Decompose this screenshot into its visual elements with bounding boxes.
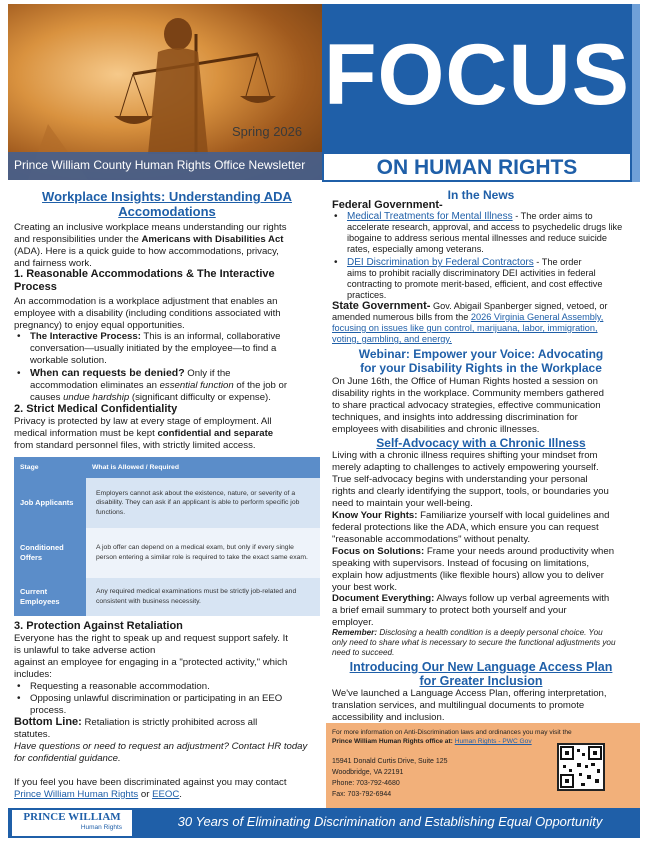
pwc-human-rights-link[interactable]: Prince William Human Rights (14, 788, 139, 800)
table-cell-text: Employers cannot ask about the existence, nature, or severity of a disability. They can ask if an applicant is able to perform specific job functions. (86, 478, 320, 528)
table-header-row (14, 457, 320, 478)
section-2-paragraph: Privacy is protected by law at every stage of employment. All medical information must be kept confidential and separate from standard personnel files, with strictly limited access. (14, 416, 274, 451)
section-3-heading: 3. Protection Against Retaliation (14, 620, 183, 632)
logo-main-text: PRINCE WILLIAM (23, 811, 121, 823)
self-advocacy-paragraph: Living with a chronic illness requires shifting your mindset from merely adapting to challenges to actively empowering yourself. True self-advocacy begins with understanding your personal rights and clearly identifying the support, tools, or boundaries you need to maintain your well-being. (332, 450, 609, 509)
bullet-request: Requesting a reasonable accommodation. (30, 681, 210, 692)
bottom-line: Bottom Line: Retaliation is strictly prohibited across all statutes. (14, 716, 258, 740)
remember-note: Remember: Disclosing a health condition is a deeply personal choice. You only need to share what is necessary to secure the functional adjustments you need to succeed. (332, 628, 616, 657)
language-access-paragraph: We've launched a Language Access Plan, offering interpretation, translation services, and multilingual documents to promote accessibility and inclusion. (332, 688, 607, 723)
section-3-paragraph: Everyone has the right to speak up and request support safely. It is unlawful to take adverse action against an employee for engaging in a "protected activity," which includes: (14, 633, 288, 680)
medical-confidentiality-table (14, 457, 320, 616)
bullet-denied: When can requests be denied? Only if the accommodation eliminates an essential function of the job or causes undue hardship (significant difficulty or expense). (30, 367, 288, 403)
table-cell-stage: Current Employees (14, 578, 86, 616)
newsletter-title: Prince William County Human Rights Office Newsletter (14, 158, 306, 172)
hr-question: Have questions or need to request an adjustment? Contact HR today for confidential guidance. (14, 741, 308, 764)
bullet-icon: • (17, 331, 21, 342)
bullet-interactive-process: The Interactive Process: This is an informal, collaborative conversation—usually initiated by the employee—to find a workable solution. (30, 331, 281, 366)
bullet-icon: • (334, 211, 338, 222)
qr-code-icon[interactable] (557, 743, 605, 791)
intro-paragraph: Creating an inclusive workplace means understanding our rights and responsibilities under the Americans with Disabilities Act (ADA). Here is a quick guide to how accommodations, privacy, and fairness work. (14, 222, 287, 269)
bullet-icon: • (17, 693, 21, 704)
table-cell-stage: Conditioned Offers (14, 528, 86, 578)
masthead-subtitle: ON HUMAN RIGHTS (376, 156, 578, 179)
bullet-icon: • (17, 368, 21, 379)
news-item-dei: DEI Discrimination by Federal Contractors - The order aims to prohibit racially discriminatory DEI activities in federal contracting to promote merit-based, efficient, and cost effective practices. (347, 257, 603, 300)
footer-tagline: 30 Years of Eliminating Discrimination and Establishing Equal Opportunity (177, 814, 603, 829)
language-access-title: Introducing Our New Language Access Plan for Greater Inclusion (349, 660, 613, 688)
table-header-stage: Stage (14, 457, 86, 478)
masthead-title: FOCUS (324, 27, 630, 123)
section-2-heading: 2. Strict Medical Confidentiality (14, 403, 178, 415)
table-row (14, 578, 320, 616)
state-government-item: State Government- Gov. Abigail Spanberger signed, vetoed, or amended numerous bills from the 2026 Virginia General Assembly, focusing on issues like gun control, marijuana, labor, immigration, voting, gambling, and energy. (332, 301, 638, 345)
contact-info: For more information on Anti-Discrimination laws and ordinances you may visit the Prince William Human Rights office at: Human Rights - PWC Gov (332, 729, 572, 745)
logo-sub-text: Human Rights (80, 824, 122, 831)
virginia-assembly-link-2[interactable]: focusing on issues like gun control, marijuana, labor, immigration, (332, 323, 598, 333)
federal-heading: Federal Government- (332, 199, 443, 211)
table-row (14, 528, 320, 578)
news-item-mental-illness: Medical Treatments for Mental Illness - The order aims to accelerate research, approval, and access to psychedelic drugs like ibogaine to address serious mental illnesses and reduce suicide rates, especially among veterans. (347, 211, 623, 254)
pwc-gov-link[interactable]: Human Rights - PWC Gov (454, 738, 532, 745)
table-cell-stage: Job Applicants (14, 478, 86, 528)
focus-on-solutions: Focus on Solutions: Frame your needs around productivity when speaking with supervisors. Instead of focusing on limitations, explain how adjustments (like flexible hours) allow you to deliver your best work. (332, 546, 615, 593)
table-row (14, 478, 320, 528)
bullet-icon: • (334, 257, 338, 268)
section-1-heading: 1. Reasonable Accommodations & The Interactive Process (14, 268, 275, 293)
virginia-assembly-link[interactable]: 2026 Virginia General Assembly, (470, 312, 604, 322)
bullet-icon: • (17, 681, 21, 692)
document-everything: Document Everything: Always follow up verbal agreements with a brief email summary to protect both yourself and your employer. (332, 593, 610, 628)
table-cell-text: A job offer can depend on a medical exam, but only if every single person entering a similar role is required to take the exact same exam. (86, 528, 320, 578)
issue-season: Spring 2026 (232, 124, 303, 139)
virginia-assembly-link-3[interactable]: voting, gambling, and energy. (332, 334, 452, 344)
self-advocacy-title: Self-Advocacy with a Chronic Illness (376, 436, 586, 450)
know-your-rights: Know Your Rights: Familiarize yourself with local guidelines and federal protections like the ADA, which ensure you can request "reasonable accommodations" without penalty. (332, 510, 610, 545)
webinar-title: Webinar: Empower your Voice: Advocating for your Disability Rights in the Workplace (358, 347, 604, 375)
mental-illness-link[interactable]: Medical Treatments for Mental Illness (347, 211, 513, 222)
contact-address: 15941 Donald Curtis Drive, Suite 125 Woodbridge, VA 22191 Phone: 703-792-4680 Fax: 703-792-6944 (332, 758, 448, 798)
dei-link[interactable]: DEI Discrimination by Federal Contractors (347, 257, 534, 268)
eeoc-link[interactable]: EEOC (152, 788, 180, 800)
webinar-paragraph: On June 16th, the Office of Human Rights hosted a session on disability rights in the workplace. Community members gathered to share practical advocacy strategies, effective communication techniques, and insights into addressing discrimination for employees with disabilities and chronic illnesses. (332, 376, 604, 435)
discrimination-contact: If you feel you have been discriminated against you may contact Prince William Human Rights or EEOC. (14, 777, 287, 800)
table-header-allowed: What is Allowed / Required (86, 457, 320, 478)
table-cell-text: Any required medical examinations must be strictly job-related and consistent with business necessity. (86, 578, 320, 616)
article-title-ada: Workplace Insights: Understanding ADA Accomodations (42, 189, 292, 219)
bullet-oppose: Opposing unlawful discrimination or participating in an EEO process. (30, 693, 283, 716)
accent-stripe (632, 4, 640, 182)
in-the-news-title: In the News (447, 188, 515, 202)
section-1-paragraph: An accommodation is a workplace adjustment that enables an employee with a disability (including conditions associated with pregnancy) to enjoy equal opportunities. (14, 296, 281, 331)
